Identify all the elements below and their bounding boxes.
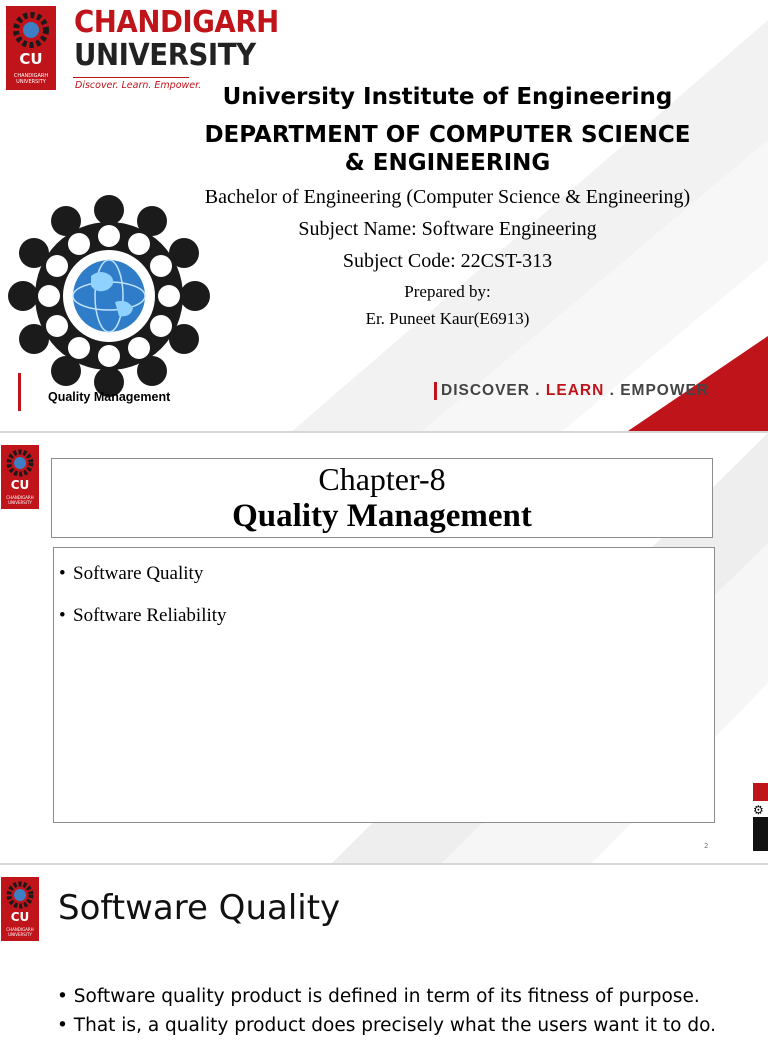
next-slide-thumb-red — [753, 783, 768, 801]
svg-text:CHANDIGARH: CHANDIGARH — [6, 927, 34, 932]
list-item: • Software quality product is defined in term of its fitness of purpose. — [57, 986, 700, 1007]
degree-text: Bachelor of Engineering (Computer Science & Engineering) — [204, 186, 691, 208]
subject-code: Subject Code: 22CST-313 — [342, 250, 553, 272]
gear-globe-icon — [6, 198, 214, 368]
slide-title: Software Quality — [58, 888, 341, 928]
topics-box — [53, 547, 715, 823]
chapter-slide — [0, 433, 768, 865]
bullet-text: Software quality product is defined in term of its fitness of purpose. — [73, 986, 700, 1007]
department-title — [170, 121, 725, 177]
wordmark-line2: UNIVERSITY — [74, 38, 256, 73]
university-crest-logo — [6, 6, 56, 90]
page-number: 2 — [704, 842, 709, 850]
institute-title: University Institute of Engineering — [222, 84, 673, 110]
wordmark-line1: CHANDIGARH — [74, 5, 279, 40]
list-item: • That is, a quality product does precisely what the users want it to do. — [57, 1015, 716, 1036]
bullet-list — [57, 982, 716, 1040]
logo-badge-text: CU — [10, 910, 30, 924]
list-item: • Software Quality — [59, 563, 204, 584]
university-wordmark — [74, 6, 279, 72]
list-item: • Software Reliability — [59, 605, 227, 626]
chapter-number: Chapter-8 — [318, 461, 446, 497]
topic-text: Software Reliability — [73, 605, 227, 626]
chapter-title-box — [51, 458, 713, 538]
slogan — [434, 382, 709, 400]
bullet-text: That is, a quality product does precisely what the users want it to do. — [73, 1015, 716, 1036]
chapter-title: Quality Management — [232, 498, 532, 534]
slogan-discover: DISCOVER — [441, 382, 530, 399]
next-slide-thumb-dark — [753, 817, 768, 851]
topic-text: Software Quality — [73, 563, 204, 584]
title-slide — [0, 0, 768, 433]
slogan-empower: EMPOWER — [620, 382, 710, 399]
footer-topic: Quality Management — [48, 390, 171, 404]
logo-badge-text: CU — [19, 50, 43, 68]
svg-text:CHANDIGARH: CHANDIGARH — [13, 73, 49, 79]
department-line1: DEPARTMENT OF COMPUTER SCIENCE — [204, 122, 691, 148]
slogan-separator: . — [604, 382, 621, 399]
topics-list — [59, 563, 714, 627]
gear-icon: ⚙ — [753, 803, 764, 817]
svg-text:UNIVERSITY: UNIVERSITY — [8, 500, 32, 505]
footer-accent-bar — [18, 373, 21, 411]
prepared-by-label: Prepared by: — [404, 282, 491, 301]
university-crest-logo — [1, 877, 39, 941]
university-crest-logo — [1, 445, 39, 509]
svg-text:UNIVERSITY: UNIVERSITY — [16, 79, 46, 85]
logo-tagline: Discover. Learn. Empower. — [75, 80, 202, 91]
author-name: Er. Puneet Kaur(E6913) — [365, 309, 530, 328]
slogan-learn: LEARN — [545, 382, 605, 399]
tagline-rule — [73, 77, 189, 78]
software-quality-slide — [0, 865, 768, 1036]
department-line2: & ENGINEERING — [344, 150, 551, 176]
svg-text:CHANDIGARH: CHANDIGARH — [6, 495, 34, 500]
svg-text:UNIVERSITY: UNIVERSITY — [8, 932, 32, 937]
logo-badge-text: CU — [10, 478, 30, 492]
slogan-separator: . — [529, 382, 546, 399]
subject-name: Subject Name: Software Engineering — [298, 218, 597, 240]
